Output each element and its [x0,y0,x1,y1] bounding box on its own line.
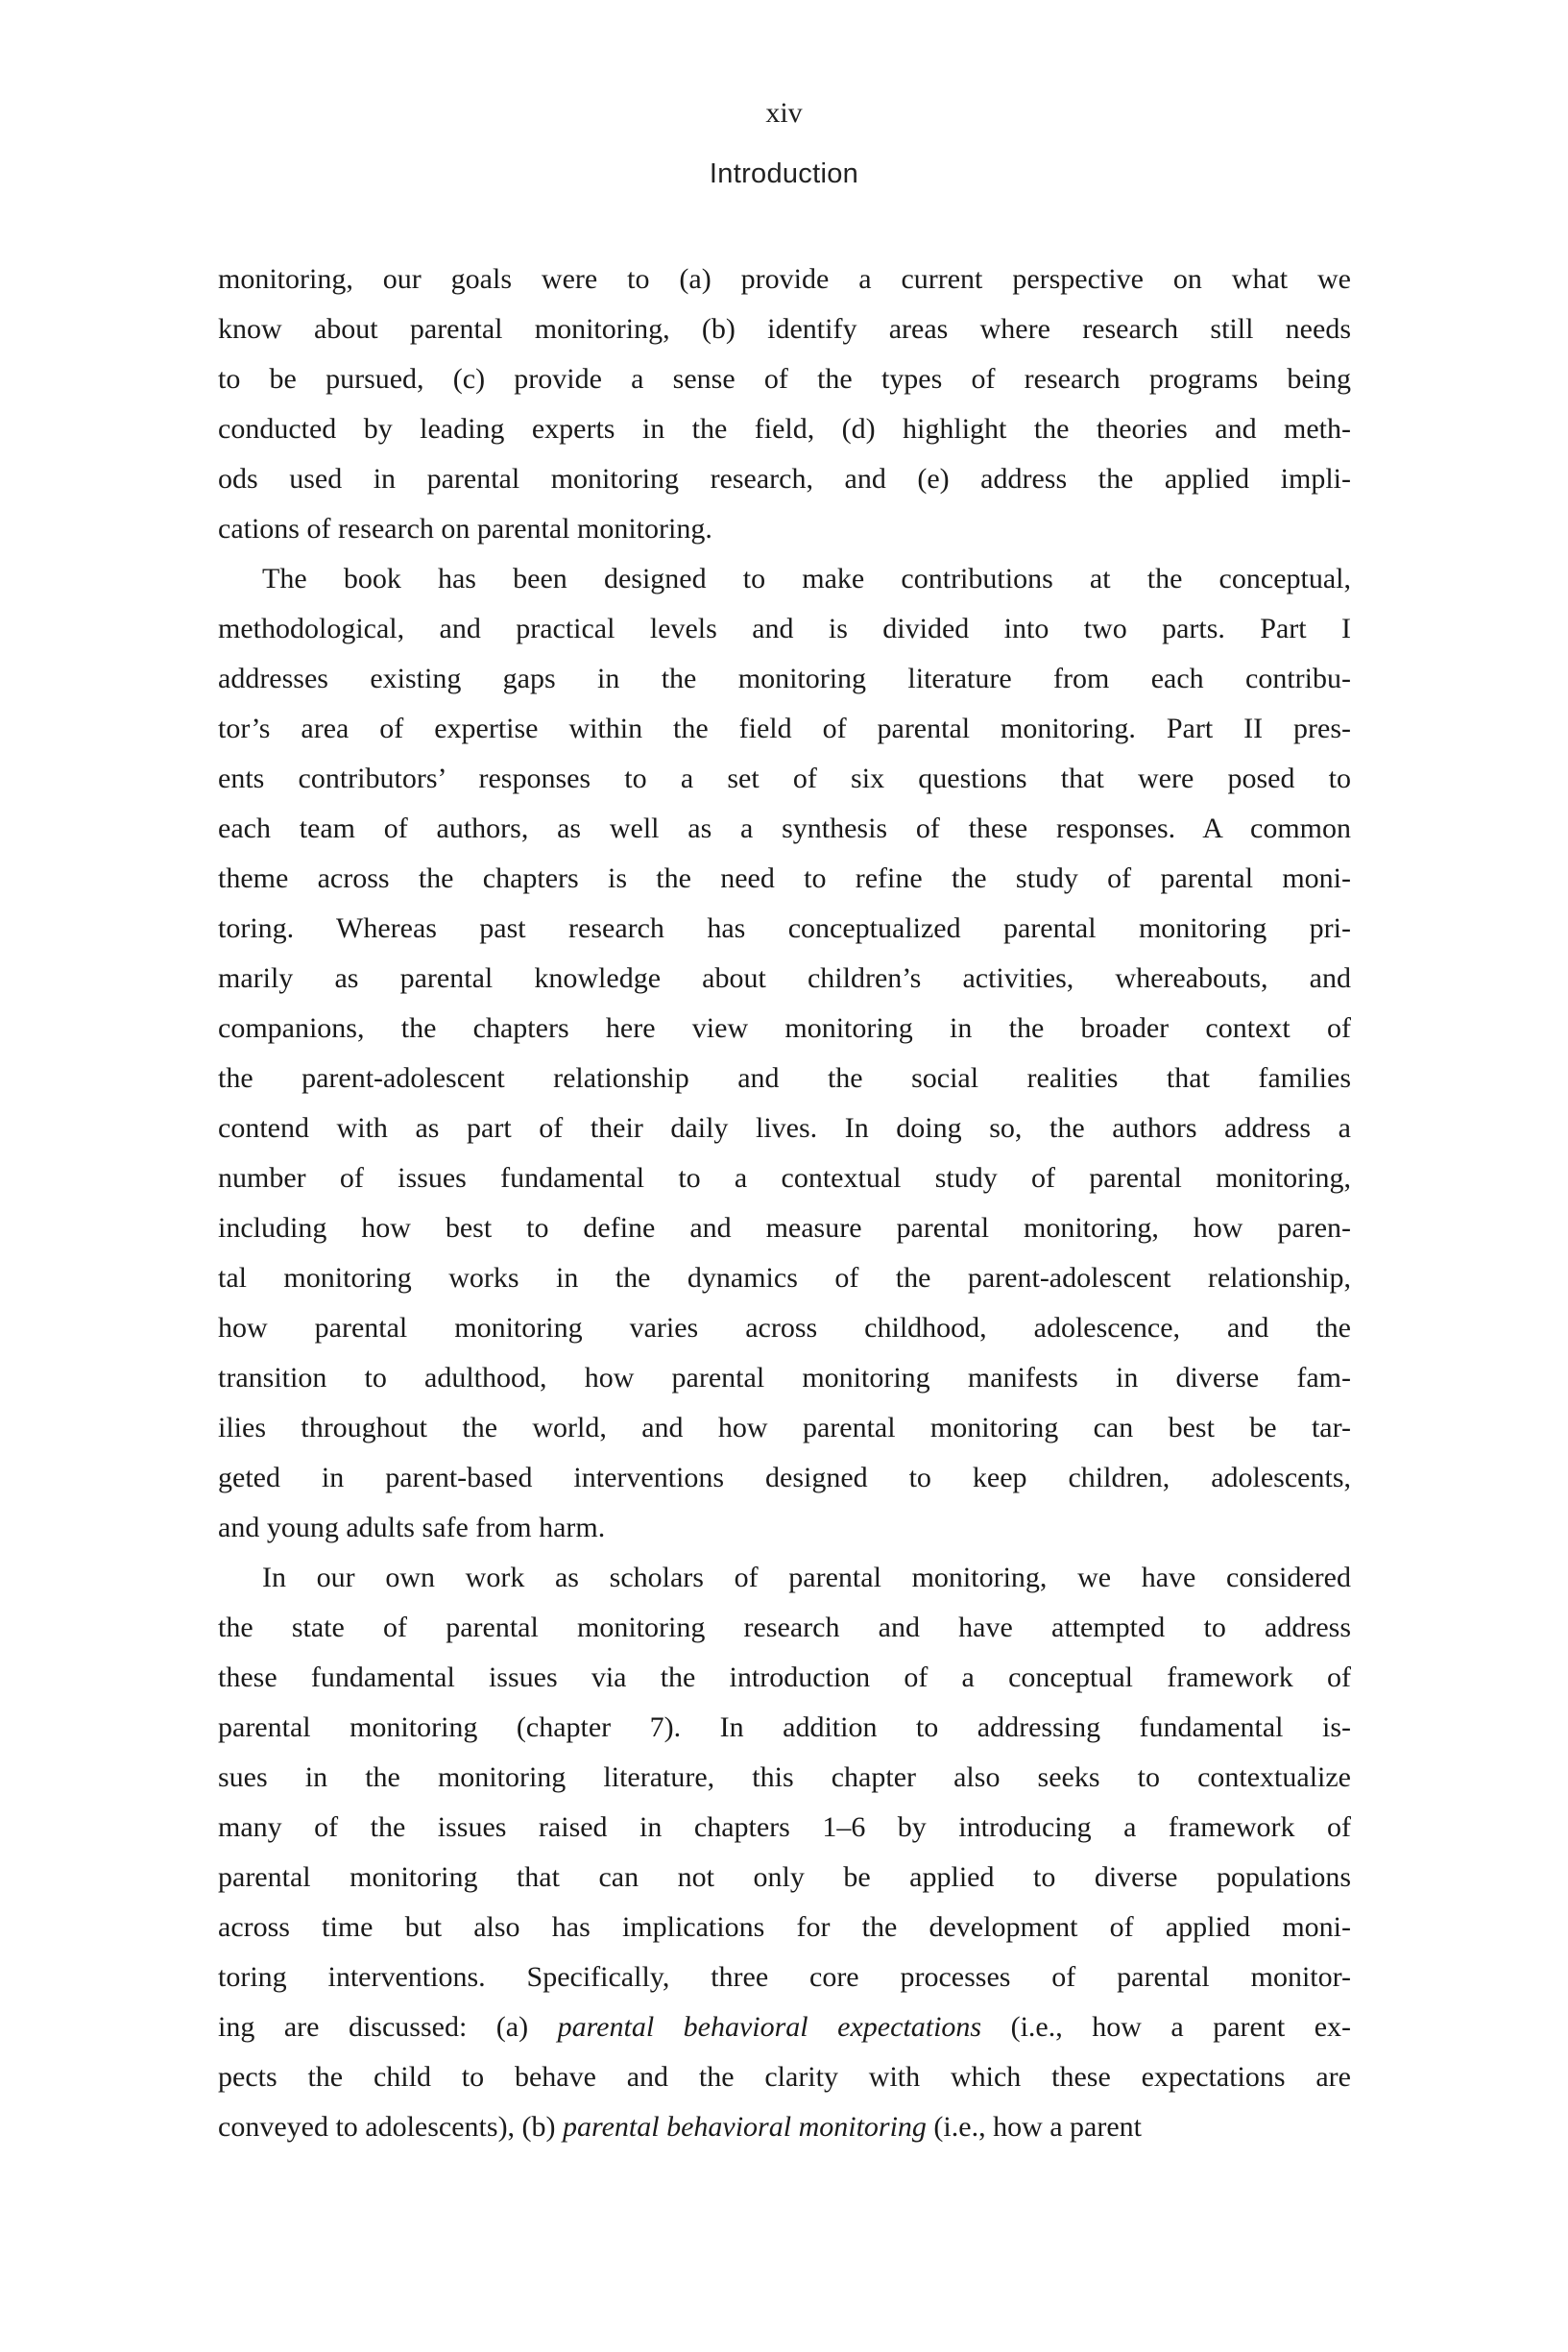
text-line [218,1903,1351,1952]
text-line [218,804,1351,854]
text-line [218,1403,1351,1453]
text-run: ilies throughout the world, and how parental monitoring can best be tar- [218,1412,1351,1443]
text-run: toring. Whereas past research has conceptualized parental monitoring pri- [218,912,1351,944]
text-line [218,1004,1351,1054]
text-run: number of issues fundamental to a contextual study of parental monitoring, [218,1162,1351,1194]
italic-text-run: parental behavioral expectations [557,2011,982,2043]
italic-text-run: parental behavioral monitoring [563,2111,927,2143]
text-run: contend with as part of their daily lives. In doing so, the authors address a [218,1112,1351,1144]
text-line [218,454,1351,504]
text-line [218,1153,1351,1203]
text-line [218,1553,1351,1603]
text-run: parental monitoring that can not only be applied to diverse populations [218,1861,1351,1893]
text-run: and young adults safe from harm. [218,1512,606,1543]
text-line [218,2102,1351,2152]
text-line [218,1203,1351,1253]
body-text [218,255,1351,2152]
text-line [218,904,1351,954]
text-line [218,2052,1351,2102]
text-line [218,704,1351,754]
text-run: methodological, and practical levels and is divided into two parts. Part I [218,613,1351,644]
text-run: to be pursued, (c) provide a sense of the types of research programs being [218,363,1351,395]
text-run: ents contributors’ responses to a set of six questions that were posed to [218,763,1351,794]
text-line [218,354,1351,404]
text-line [218,404,1351,454]
text-line [218,654,1351,704]
paragraph [218,255,1351,554]
text-run: these fundamental issues via the introduction of a conceptual framework of [218,1661,1351,1693]
text-line [218,1303,1351,1353]
text-run: monitoring, our goals were to (a) provide a current perspective on what we [218,263,1351,295]
text-run: addresses existing gaps in the monitoring literature from each contribu- [218,663,1351,694]
text-run: conveyed to adolescents), (b) [218,2111,564,2143]
paragraph [218,554,1351,1553]
text-line [218,1853,1351,1903]
text-run: transition to adulthood, how parental monitoring manifests in diverse fam- [218,1362,1351,1394]
text-run: many of the issues raised in chapters 1–6 by introducing a framework of [218,1811,1351,1843]
text-line [218,1703,1351,1753]
text-run: the state of parental monitoring research and have attempted to address [218,1612,1351,1643]
paragraph [218,1553,1351,2152]
text-run: pects the child to behave and the clarity with which these expectations are [218,2061,1351,2093]
text-run: companions, the chapters here view monitoring in the broader context of [218,1012,1351,1044]
text-run: across time but also has implications for the development of applied moni- [218,1911,1351,1943]
text-run: including how best to define and measure parental monitoring, how paren- [218,1212,1351,1244]
text-run: parental monitoring (chapter 7). In addition to addressing fundamental is- [218,1711,1351,1743]
text-line [218,1503,1351,1553]
text-line [218,1603,1351,1653]
text-run: toring interventions. Specifically, three core processes of parental monitor- [218,1961,1351,1993]
text-line [218,554,1351,604]
text-line [218,854,1351,904]
text-run: tal monitoring works in the dynamics of the parent-adolescent relationship, [218,1262,1351,1294]
text-run: tor’s area of expertise within the field of parental monitoring. Part II pres- [218,713,1351,744]
text-line [218,1253,1351,1303]
text-run: (i.e., how a parent ex- [981,2011,1352,2043]
text-line [218,1054,1351,1103]
text-line [218,1753,1351,1803]
text-line [218,1353,1351,1403]
text-line [218,2002,1351,2052]
text-line [218,1453,1351,1503]
text-line [218,1952,1351,2002]
running-head: Introduction [709,158,859,189]
text-line [218,954,1351,1004]
text-line [218,255,1351,304]
text-run: In our own work as scholars of parental monitoring, we have considered [262,1562,1351,1593]
text-run: The book has been designed to make contributions at the conceptual, [262,563,1351,594]
text-run: ods used in parental monitoring research, and (e) address the applied impli- [218,463,1351,495]
text-line [218,754,1351,804]
text-run: (i.e., how a parent [926,2111,1142,2143]
text-run: theme across the chapters is the need to refine the study of parental moni- [218,862,1351,894]
text-run: ing are discussed: (a) [218,2011,558,2043]
text-run: cations of research on parental monitoring. [218,513,712,545]
text-run: know about parental monitoring, (b) identify areas where research still needs [218,313,1351,345]
text-line [218,504,1351,554]
text-line [218,304,1351,354]
text-run: conducted by leading experts in the field, (d) highlight the theories and meth- [218,413,1351,445]
text-run: each team of authors, as well as a synthesis of these responses. A common [218,812,1351,844]
text-line [218,1103,1351,1153]
text-run: how parental monitoring varies across childhood, adolescence, and the [218,1312,1351,1344]
text-line [218,1803,1351,1853]
text-run: marily as parental knowledge about children’s activities, whereabouts, and [218,962,1351,994]
text-run: sues in the monitoring literature, this chapter also seeks to contextualize [218,1761,1351,1793]
text-run: the parent-adolescent relationship and the social realities that families [218,1062,1351,1094]
page-number: xiv [765,97,803,129]
text-line [218,604,1351,654]
text-run: geted in parent-based interventions designed to keep children, adolescents, [218,1462,1351,1493]
text-line [218,1653,1351,1703]
